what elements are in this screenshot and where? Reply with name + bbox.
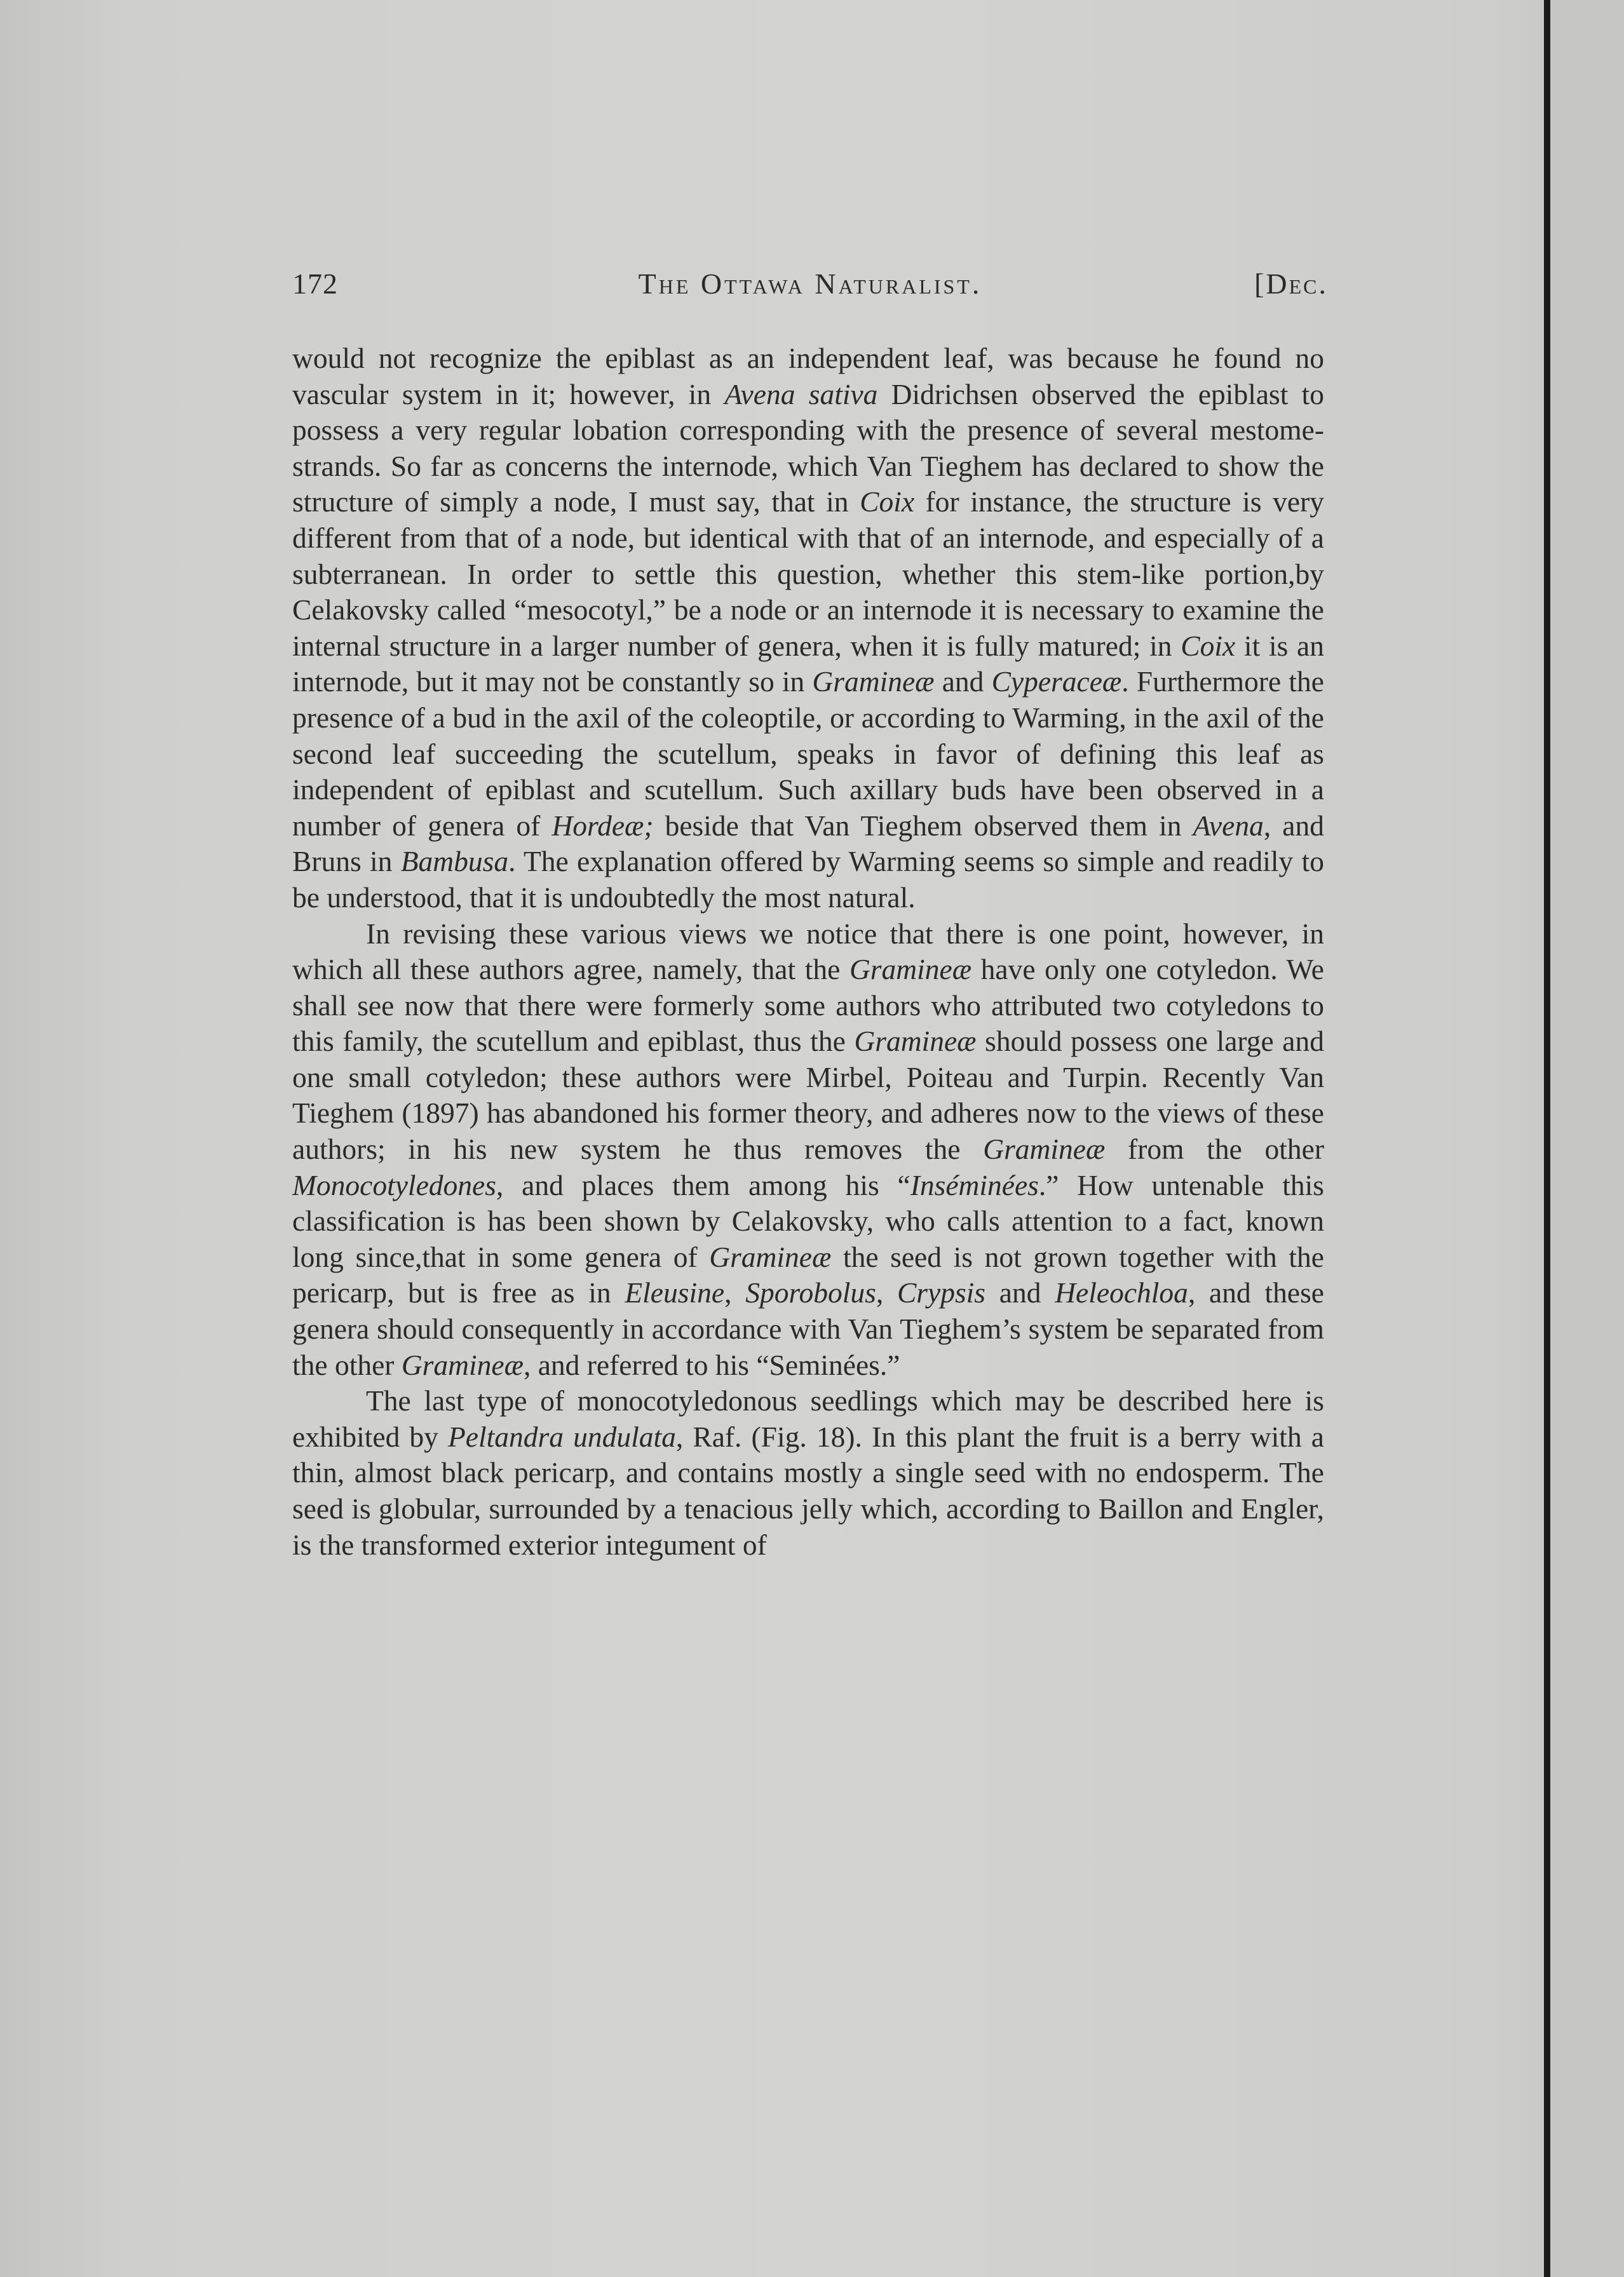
text-run: and (985, 1276, 1055, 1309)
text-run: . Furthermore the presence of a bud in the axil of the coleoptile, or according to Warming, in the axil of the second leaf succeeding the scutellum, speaks in favor of defining this leaf as independent of epiblast and scutellum. Such axillary buds have been observed in a number of genera of (292, 665, 1324, 842)
text-run: beside that Van Tieghem observed them in (653, 809, 1193, 842)
text-run: , and referred to his “Seminées.” (523, 1348, 900, 1381)
running-header (292, 267, 1328, 311)
italic-term: Gramineæ (709, 1240, 832, 1273)
text-run: would not recognize the epiblast as an independent leaf, was because he found no vascular system in it; however, in (292, 342, 1324, 410)
italic-term: Gramineæ (983, 1133, 1106, 1166)
text-run: , (724, 1276, 746, 1309)
text-run: it is an internode, but it may not be constantly so in (292, 629, 1324, 698)
text-run: , (876, 1276, 897, 1309)
text-run: In revising these various views we notice that there is one point, however, in which all these authors agree, namely, that the (292, 917, 1324, 986)
italic-term: Eleusine (625, 1276, 725, 1309)
text-run: , and places them among his “ (496, 1168, 910, 1201)
text-run: from the other (1105, 1133, 1324, 1166)
italic-term: Sporobolus (745, 1276, 876, 1309)
text-run: and (934, 665, 992, 698)
italic-term: Gramineæ (812, 665, 935, 698)
text-run: for instance, the structure is very different from that of a node, but identical with that of an internode, and especially of a subterranean. In order to settle this question, whether this stem-like portion,by Celakovsky called “mesocotyl,” be a node or an internode it is necessary to examine the internal structure in a larger number of genera, when it is fully matured; in (292, 485, 1324, 662)
text-run: have only one cotyledon. We shall see now that there were formerly some authors who attributed two cotyledons to this family, the scutellum and epiblast, thus the (292, 953, 1324, 1058)
text-run: . The explanation offered by Warming seems so simple and readily to be understood, that it is undoubtedly the most natural. (292, 845, 1324, 914)
italic-term: Coix (1181, 629, 1236, 662)
italic-term: Coix (860, 485, 915, 518)
text-run: the seed is not grown together with the pericarp, but is free as in (292, 1240, 1324, 1309)
paragraph (292, 1383, 1324, 1563)
text-run: , Raf. (Fig. 18). In this plant the fruit is a berry with a thin, almost black pericarp, and contains mostly a single seed with no endosperm. The seed is globular, surrounded by a tenacious jelly which, according to Baillon and Engler, is the transformed exterior integument of (292, 1420, 1324, 1561)
paragraph (292, 341, 1324, 916)
italic-term: Peltandra undulata (448, 1420, 676, 1453)
text-run: , and these genera should consequently in accordance with Van Tieghem’s system be separated from the other (292, 1276, 1324, 1381)
page-number: 172 (292, 267, 338, 300)
article-body (292, 341, 1324, 1563)
book-binding-edge (1544, 0, 1624, 2277)
journal-title: The Ottawa Naturalist. (638, 267, 982, 300)
italic-term: Cyperaceæ (991, 665, 1122, 698)
italic-term: Bambusa (400, 845, 509, 878)
italic-term: Crypsis (897, 1276, 985, 1309)
paragraph (292, 916, 1324, 1384)
italic-term: Gramineæ (854, 1025, 977, 1058)
text-run: .” How untenable this classification is has been shown by Celakovsky, who calls attention to a fact, known long since,that in some genera of (292, 1168, 1324, 1273)
italic-term: Hordeæ; (551, 809, 654, 842)
italic-term: Gramineæ (849, 953, 972, 986)
italic-term: Gramineæ (401, 1348, 524, 1381)
italic-term: Inséminées (910, 1168, 1039, 1201)
italic-term: Avena sativa (724, 377, 878, 410)
text-run: , and Bruns in (292, 809, 1324, 878)
italic-term: Heleochloa (1055, 1276, 1188, 1309)
text-run: should possess one large and one small cotyledon; these authors were Mirbel, Poiteau and Turpin. Recently Van Tieghem (1897) has abandoned his former theory, and adheres now to the views of these authors; in his new system he thus removes the (292, 1025, 1324, 1166)
issue-month: [Dec. (1254, 267, 1328, 300)
italic-term: Monocotyledones (292, 1168, 496, 1201)
italic-term: Avena (1193, 809, 1264, 842)
text-run: The last type of monocotyledonous seedlings which may be described here is exhibited by (292, 1384, 1324, 1453)
text-run: Didrichsen observed the epiblast to possess a very regular lobation corresponding with the presence of several mestome-strands. So far as concerns the internode, which Van Tieghem has declared to show the structure of simply a node, I must say, that in (292, 377, 1325, 518)
